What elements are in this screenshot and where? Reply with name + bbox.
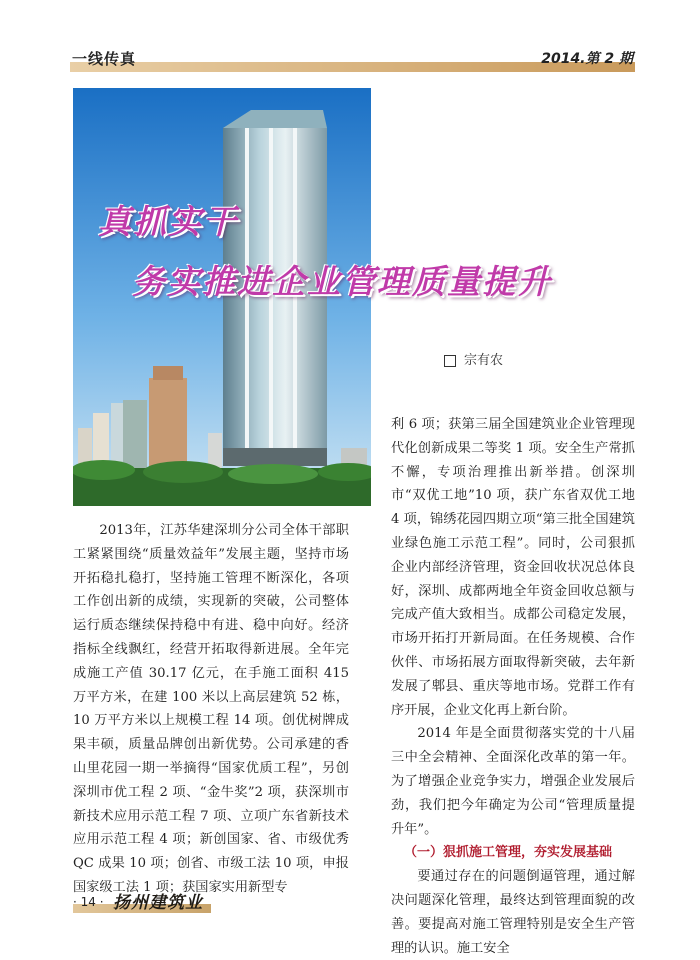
article-title-line1: 真抓实干 bbox=[98, 202, 238, 241]
author-byline bbox=[444, 349, 503, 368]
article-title-line2: 务实推进企业管理质量提升 bbox=[132, 262, 552, 301]
page-number: · 14 · bbox=[73, 895, 104, 909]
issue-label: 2014.第 2 期 bbox=[541, 51, 633, 67]
left-column bbox=[73, 519, 349, 900]
page-footer bbox=[73, 892, 213, 916]
section-label: 一线传真 bbox=[72, 50, 137, 68]
right-column bbox=[391, 413, 635, 960]
paragraph: 2013年，江苏华建深圳分公司全体干部职工紧紧围绕“质量效益年”发展主题，坚持市场开拓稳扎稳打，坚持施工管理不断深化，各项工作创出新的成绩，实现新的突破，公司整体运行质态继续保持稳中有进、稳中向好。经济指标全线飘红，经营开拓取得新进展。全年完成施工产值 30.17 亿元，在手施工面积 415 万平方米，在建 100 米以上高层建筑 52 栋，10 万平方米以上规模工程 14 项。创优树牌成果丰硕，质量品牌创出新优势。公司承建的香山里花园一期一举摘得“国家优质工程”，另创深圳市优工程 2 项、“金牛奖”2 项，获深圳市新技术应用示范工程 7 项、立项广东省新技术应用示范工程 4 项；新创国家、省、市级优秀 QC 成果 10 项；创省、市级工法 10 项，申报国家级工法 1 项；获国家实用新型专 bbox=[73, 523, 349, 895]
author-name: 宗有农 bbox=[464, 353, 504, 368]
page-header bbox=[70, 44, 635, 74]
square-icon bbox=[444, 355, 456, 367]
section-subheading: （一）狠抓施工管理，夯实发展基础 bbox=[404, 845, 613, 861]
paragraph-continuation: 利 6 项；获第三届全国建筑业企业管理现代化创新成果二等奖 1 项。安全生产常抓不懈，专项治理推出新举措。创深圳市“双优工地”10 项，获广东省双优工地 4 项，锦绣花园四期立项“第三批全国建筑业绿色施工示范工程”。同时，公司狠抓企业内部经济管理，资金回收状况总体良好，深圳、成都两地全年资金回收总额与完成产值大致相当。成都公司稳定发展，市场开拓打开新局面。在任务规模、合作伙伴、市场拓展方面取得新突破，去年新发展了郫县、重庆等地市场。党群工作有序开展，企业文化再上新台阶。 bbox=[391, 417, 635, 718]
paragraph: 2014 年是全面贯彻落实党的十八届三中全会精神、全面深化改革的第一年。为了增强企业竞争实力，增强企业发展后劲，我们把今年确定为公司“管理质量提升年”。 bbox=[391, 726, 635, 837]
paragraph: 要通过存在的问题倒逼管理，通过解决问题深化管理，最终达到管理面貌的改善。要提高对施工管理特别是安全生产管理的认识。施工安全 bbox=[391, 869, 635, 956]
magazine-logo: 扬州建筑业 bbox=[113, 893, 203, 913]
